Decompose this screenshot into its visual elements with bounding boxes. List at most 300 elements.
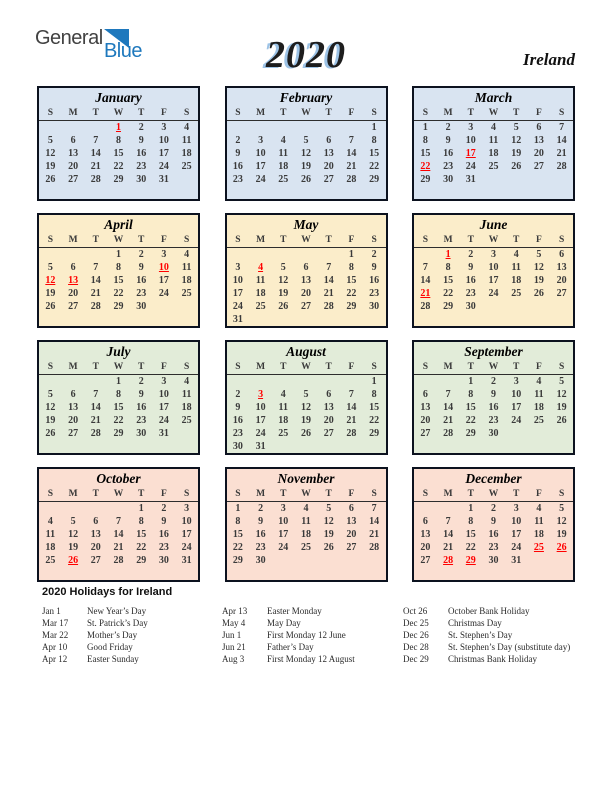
week-row: [227, 414, 386, 427]
date-cell: 4: [536, 503, 542, 514]
date-cell: 9: [490, 516, 496, 527]
date-cell: 20: [300, 288, 311, 299]
empty-cell: [39, 567, 62, 580]
empty-cell: [272, 375, 295, 388]
empty-cell: [272, 567, 295, 580]
week-row: [39, 160, 198, 173]
week-row: [227, 274, 386, 287]
empty-cell: [437, 375, 460, 388]
date-cell: 22: [113, 415, 124, 426]
date-cell: 17: [255, 415, 266, 426]
date-cell: 7: [559, 122, 565, 133]
date-cell: 10: [488, 262, 499, 273]
date-cell: 12: [323, 516, 334, 527]
empty-cell: [295, 567, 318, 580]
date-cell: 3: [468, 122, 474, 133]
weekday-label: S: [183, 235, 190, 245]
date-cell: 16: [136, 275, 147, 286]
empty-cell: [317, 375, 340, 388]
month-title: May: [293, 217, 319, 232]
empty-cell: [550, 567, 573, 580]
holiday-date-cell: 26: [556, 542, 567, 553]
weekday-label: S: [422, 108, 428, 118]
week-row: [227, 147, 386, 160]
date-cell: 8: [371, 135, 377, 146]
empty-cell: [340, 567, 363, 580]
empty-cell: [84, 502, 107, 515]
date-cell: 17: [278, 529, 289, 540]
empty-cell: [39, 121, 62, 134]
weekday-label: S: [422, 235, 428, 245]
empty-cell: [317, 186, 340, 199]
week-row: [227, 248, 386, 261]
date-cell: 6: [326, 135, 332, 146]
date-cell: 20: [68, 288, 79, 299]
holiday-date: Oct 26: [403, 606, 428, 616]
empty-cell: [39, 186, 62, 199]
date-cell: 15: [443, 275, 454, 286]
date-cell: 26: [300, 428, 311, 439]
date-cell: 22: [113, 288, 124, 299]
date-cell: 25: [278, 174, 289, 185]
holiday-name: Easter Monday: [267, 606, 322, 616]
empty-cell: [107, 186, 130, 199]
month-march: [412, 86, 575, 201]
holiday-date: Dec 29: [403, 654, 429, 664]
empty-cell: [482, 300, 505, 313]
holiday-date-cell: 1: [445, 249, 451, 260]
holiday-name: October Bank Holiday: [448, 606, 530, 616]
empty-cell: [84, 375, 107, 388]
date-cell: 17: [181, 529, 192, 540]
date-cell: 19: [300, 415, 311, 426]
date-cell: 8: [115, 262, 121, 273]
date-cell: 5: [326, 503, 332, 514]
logo-text-general: General: [35, 27, 103, 49]
month-may: [225, 213, 388, 328]
date-cell: 6: [70, 262, 76, 273]
month-june: [412, 213, 575, 328]
date-cell: 27: [323, 428, 334, 439]
empty-cell: [414, 375, 437, 388]
date-cell: 21: [90, 288, 101, 299]
weekday-label: W: [301, 362, 311, 372]
date-cell: 25: [45, 555, 56, 566]
date-cell: 4: [280, 389, 286, 400]
holiday-item: [42, 641, 148, 653]
week-row: [414, 375, 573, 388]
date-cell: 10: [511, 516, 522, 527]
date-cell: 29: [113, 428, 124, 439]
week-row: [414, 147, 573, 160]
date-cell: 15: [369, 402, 380, 413]
date-cell: 29: [346, 301, 357, 312]
date-cell: 14: [90, 402, 101, 413]
weekday-label: W: [488, 362, 499, 372]
empty-cell: [175, 427, 198, 440]
date-cell: 27: [300, 301, 311, 312]
weekday-label: T: [138, 362, 145, 372]
date-cell: 12: [45, 148, 56, 159]
date-cell: 19: [323, 529, 334, 540]
date-cell: 2: [258, 503, 264, 514]
date-cell: 26: [323, 542, 334, 553]
week-row: [227, 541, 386, 554]
empty-cell: [459, 186, 482, 199]
date-cell: 12: [278, 275, 289, 286]
week-row: [39, 567, 198, 580]
empty-cell: [62, 121, 85, 134]
date-cell: 24: [465, 161, 476, 172]
date-cell: 9: [468, 262, 474, 273]
date-cell: 20: [346, 529, 357, 540]
weekday-label: S: [371, 235, 377, 245]
date-cell: 17: [158, 148, 169, 159]
weekday-label: T: [513, 235, 520, 245]
week-row: [414, 440, 573, 453]
week-row: [227, 528, 386, 541]
empty-cell: [272, 186, 295, 199]
date-cell: 12: [511, 135, 522, 146]
weekday-label: S: [371, 489, 377, 499]
weekday-label: S: [558, 108, 565, 118]
week-row: [414, 502, 573, 515]
date-cell: 30: [255, 555, 266, 566]
empty-cell: [550, 427, 573, 440]
date-cell: 27: [533, 161, 544, 172]
empty-cell: [482, 186, 505, 199]
date-cell: 27: [420, 428, 431, 439]
date-cell: 4: [184, 376, 190, 387]
empty-cell: [175, 300, 198, 313]
date-cell: 24: [255, 428, 266, 439]
date-cell: 11: [534, 389, 544, 400]
weekday-label: W: [488, 108, 499, 118]
date-cell: 17: [511, 402, 522, 413]
date-cell: 9: [138, 135, 144, 146]
empty-cell: [249, 121, 272, 134]
empty-cell: [459, 567, 482, 580]
date-cell: 4: [47, 516, 53, 527]
date-cell: 14: [113, 529, 124, 540]
empty-cell: [295, 248, 318, 261]
holiday-date-cell: 29: [465, 555, 476, 566]
holiday-item: [222, 605, 355, 617]
date-cell: 1: [115, 249, 121, 260]
date-cell: 15: [113, 275, 124, 286]
holiday-date: Jan 1: [42, 606, 61, 616]
empty-cell: [249, 375, 272, 388]
empty-cell: [295, 554, 318, 567]
empty-cell: [550, 173, 573, 186]
week-row: [39, 173, 198, 186]
date-cell: 17: [511, 529, 522, 540]
date-cell: 8: [468, 389, 474, 400]
empty-cell: [505, 440, 528, 453]
week-row: [39, 401, 198, 414]
week-row: [227, 287, 386, 300]
date-cell: 3: [161, 249, 167, 260]
date-cell: 16: [488, 529, 499, 540]
weekday-label: W: [488, 489, 499, 499]
date-cell: 14: [443, 529, 454, 540]
date-cell: 31: [158, 428, 169, 439]
empty-cell: [528, 300, 551, 313]
date-cell: 1: [371, 122, 377, 133]
date-cell: 1: [115, 376, 121, 387]
empty-cell: [459, 440, 482, 453]
date-cell: 10: [511, 389, 522, 400]
date-cell: 28: [443, 428, 454, 439]
weekday-label: W: [301, 108, 311, 118]
date-cell: 19: [511, 148, 522, 159]
weekday-label: S: [47, 235, 53, 245]
weekday-label: S: [371, 362, 377, 372]
date-cell: 20: [420, 542, 431, 553]
date-cell: 19: [556, 529, 567, 540]
date-cell: 14: [323, 275, 334, 286]
empty-cell: [227, 248, 250, 261]
date-cell: 3: [490, 249, 496, 260]
empty-cell: [84, 186, 107, 199]
date-cell: 11: [255, 275, 266, 286]
year-title: 2020: [266, 34, 346, 76]
week-row: [39, 248, 198, 261]
date-cell: 3: [513, 503, 519, 514]
week-row: [39, 502, 198, 515]
holiday-date: Dec 28: [403, 642, 429, 652]
date-cell: 17: [158, 275, 169, 286]
holiday-date: Jun 21: [222, 642, 246, 652]
week-row: [414, 313, 573, 326]
date-cell: 2: [468, 249, 474, 260]
date-cell: 7: [422, 262, 428, 273]
empty-cell: [62, 567, 85, 580]
month-november: [225, 467, 388, 582]
date-cell: 30: [488, 555, 499, 566]
date-cell: 13: [323, 148, 334, 159]
holiday-date-cell: 28: [443, 555, 454, 566]
date-cell: 24: [158, 415, 169, 426]
weekday-header-row: [39, 360, 198, 375]
week-row: [39, 427, 198, 440]
date-cell: 22: [465, 415, 476, 426]
weekday-label: T: [92, 235, 99, 245]
weekday-label: M: [256, 235, 266, 245]
holiday-name: First Monday 12 June: [267, 630, 346, 640]
month-title: July: [106, 344, 131, 359]
date-cell: 3: [235, 262, 241, 273]
empty-cell: [340, 186, 363, 199]
holiday-name: Good Friday: [87, 642, 133, 652]
weekday-label: F: [161, 108, 167, 118]
date-cell: 26: [45, 428, 56, 439]
date-cell: 16: [465, 275, 476, 286]
date-cell: 28: [420, 301, 431, 312]
empty-cell: [550, 440, 573, 453]
holiday-item: [42, 629, 148, 641]
date-cell: 8: [348, 262, 354, 273]
date-cell: 5: [47, 135, 53, 146]
date-cell: 6: [326, 389, 332, 400]
week-row: [227, 173, 386, 186]
date-cell: 6: [536, 122, 542, 133]
empty-cell: [437, 440, 460, 453]
date-cell: 19: [300, 161, 311, 172]
week-row: [414, 541, 573, 554]
date-cell: 9: [138, 389, 144, 400]
empty-cell: [528, 427, 551, 440]
weekday-label: T: [513, 362, 520, 372]
date-cell: 2: [138, 122, 144, 133]
date-cell: 6: [422, 389, 428, 400]
holiday-date: Aug 3: [222, 654, 245, 664]
date-cell: 9: [371, 262, 377, 273]
weekday-header-row: [414, 106, 573, 121]
date-cell: 28: [346, 174, 357, 185]
date-cell: 11: [488, 135, 499, 146]
empty-cell: [295, 186, 318, 199]
empty-cell: [505, 186, 528, 199]
date-cell: 30: [136, 301, 147, 312]
week-row: [227, 427, 386, 440]
date-cell: 20: [533, 148, 544, 159]
holiday-date-cell: 12: [45, 275, 56, 286]
date-cell: 18: [181, 275, 192, 286]
date-cell: 5: [513, 122, 519, 133]
date-cell: 7: [93, 262, 99, 273]
date-cell: 21: [443, 415, 454, 426]
date-cell: 23: [369, 288, 380, 299]
date-cell: 8: [235, 516, 241, 527]
date-cell: 1: [468, 376, 474, 387]
holiday-date-cell: 25: [533, 542, 544, 553]
date-cell: 6: [303, 262, 309, 273]
holidays-section: [42, 586, 587, 675]
weekday-label: M: [443, 108, 453, 118]
date-cell: 13: [90, 529, 101, 540]
holiday-date-cell: 17: [465, 148, 476, 159]
week-row: [227, 554, 386, 567]
date-cell: 23: [255, 542, 266, 553]
date-cell: 2: [138, 376, 144, 387]
date-cell: 7: [371, 503, 377, 514]
weekday-label: F: [536, 489, 542, 499]
holiday-item: [403, 605, 570, 617]
week-row: [414, 287, 573, 300]
empty-cell: [84, 248, 107, 261]
empty-cell: [249, 313, 272, 326]
date-cell: 22: [369, 415, 380, 426]
weekday-label: M: [256, 362, 266, 372]
empty-cell: [62, 248, 85, 261]
week-row: [414, 528, 573, 541]
date-cell: 5: [70, 516, 76, 527]
date-cell: 2: [490, 376, 496, 387]
date-cell: 18: [300, 529, 311, 540]
week-row: [414, 427, 573, 440]
date-cell: 22: [232, 542, 243, 553]
date-cell: 29: [369, 174, 380, 185]
holidays-columns: [42, 605, 587, 675]
date-cell: 22: [113, 161, 124, 172]
weekday-label: T: [92, 489, 99, 499]
date-cell: 14: [90, 148, 101, 159]
date-cell: 11: [278, 148, 288, 159]
date-cell: 21: [346, 161, 357, 172]
weekday-label: T: [280, 235, 287, 245]
date-cell: 23: [443, 161, 454, 172]
date-cell: 28: [90, 428, 101, 439]
date-cell: 1: [138, 503, 144, 514]
week-row: [227, 121, 386, 134]
weekday-label: T: [280, 108, 287, 118]
date-cell: 24: [511, 415, 522, 426]
empty-cell: [437, 186, 460, 199]
week-row: [414, 274, 573, 287]
week-row: [39, 414, 198, 427]
empty-cell: [340, 440, 363, 453]
empty-cell: [317, 440, 340, 453]
date-cell: 23: [465, 288, 476, 299]
empty-cell: [272, 313, 295, 326]
date-cell: 12: [556, 389, 567, 400]
date-cell: 1: [371, 376, 377, 387]
date-cell: 20: [90, 542, 101, 553]
week-row: [39, 528, 198, 541]
holiday-name: Easter Sunday: [87, 654, 139, 664]
week-row: [39, 287, 198, 300]
weekday-label: S: [47, 108, 53, 118]
date-cell: 7: [326, 262, 332, 273]
weekday-label: T: [467, 235, 474, 245]
holiday-date: Apr 12: [42, 654, 68, 664]
weekday-label: T: [280, 489, 287, 499]
weekday-label: M: [256, 108, 266, 118]
empty-cell: [84, 440, 107, 453]
weekday-label: T: [467, 362, 474, 372]
empty-cell: [550, 300, 573, 313]
weekday-label: M: [443, 489, 453, 499]
date-cell: 12: [300, 148, 311, 159]
holiday-date: Apr 10: [42, 642, 68, 652]
date-cell: 26: [533, 288, 544, 299]
date-cell: 28: [323, 301, 334, 312]
empty-cell: [437, 567, 460, 580]
empty-cell: [482, 173, 505, 186]
date-cell: 25: [181, 288, 192, 299]
date-cell: 11: [181, 389, 192, 400]
date-cell: 25: [181, 415, 192, 426]
weekday-label: S: [422, 362, 428, 372]
weekday-label: T: [513, 108, 520, 118]
date-cell: 29: [113, 174, 124, 185]
weekday-label: W: [488, 235, 499, 245]
date-cell: 10: [465, 135, 476, 146]
week-row: [414, 515, 573, 528]
date-cell: 30: [488, 428, 499, 439]
weekday-label: T: [325, 362, 332, 372]
date-cell: 13: [420, 529, 431, 540]
weekday-label: S: [558, 362, 565, 372]
empty-cell: [295, 375, 318, 388]
weekday-label: S: [558, 489, 565, 499]
date-cell: 3: [161, 376, 167, 387]
holiday-date: May 4: [222, 618, 246, 628]
week-row: [227, 502, 386, 515]
date-cell: 15: [113, 148, 124, 159]
date-cell: 29: [369, 428, 380, 439]
